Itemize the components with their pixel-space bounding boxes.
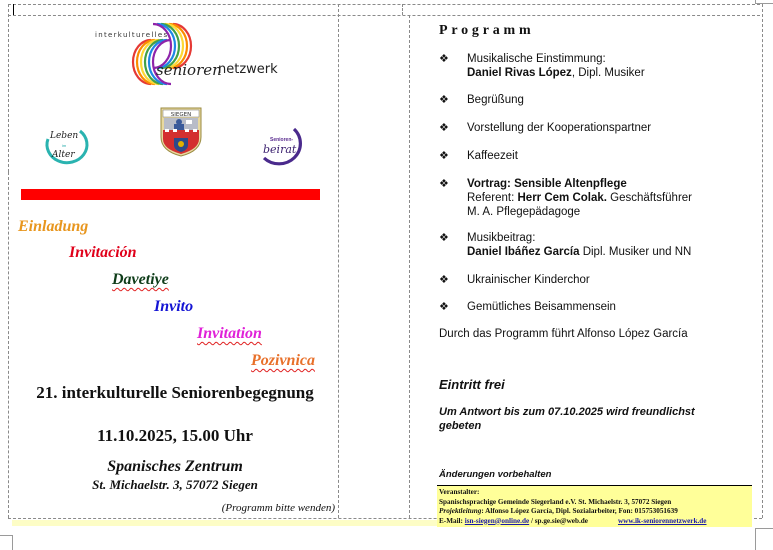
diamond-bullet-icon: ❖ (439, 178, 449, 190)
diamond-bullet-icon: ❖ (439, 232, 449, 244)
program-item-line (467, 149, 518, 163)
email-separator: / (529, 516, 535, 525)
program-item-line (467, 52, 645, 66)
program-item-text (467, 121, 651, 135)
program-item-text (467, 177, 692, 219)
invitation-word-italian: Invito (154, 298, 194, 315)
text-segment: , Dipl. Musiker (571, 67, 645, 79)
seniorenbeirat-logo (260, 126, 312, 170)
program-item-line (467, 177, 692, 191)
diamond-bullet-icon: ❖ (439, 53, 449, 65)
program-item-text (467, 300, 616, 314)
column-divider-left (338, 4, 339, 518)
turn-page-note: (Programm bitte wenden) (221, 502, 335, 514)
venue-address: St. Michaelstr. 3, 57072 Siegen (92, 477, 258, 492)
corner-mark-bottom-right-v (755, 528, 756, 550)
invitation-word-german: Einladung (18, 218, 89, 235)
corner-mark-bottom-left-v (12, 535, 13, 550)
text-segment: Musikbeitrag: (467, 232, 536, 244)
program-item-line (467, 205, 692, 219)
website-link[interactable]: www.ik-seniorennetzwerk.de (617, 516, 707, 525)
project-lead-details: : Alfonso López García, Dipl. Sozialarbeiter, Fon: 015753051639 (481, 507, 678, 515)
text-cursor (13, 4, 14, 15)
invitation-word-spanish: Invitación (69, 244, 137, 261)
program-item-text (467, 149, 518, 163)
admission-note: Eintritt frei (439, 377, 505, 392)
accent-bar (21, 189, 320, 200)
diamond-bullet-icon: ❖ (439, 94, 449, 106)
alter-text: Alter (52, 150, 75, 160)
moderator-line: Durch das Programm führt Alfonso López García (439, 328, 688, 340)
program-item-line (467, 121, 651, 135)
email-2: sp.ge.sie@web.de (534, 516, 588, 525)
program-item-text (467, 273, 590, 287)
text-segment: Musikalische Einstimmung: (467, 53, 606, 65)
program-item-text (467, 93, 524, 107)
invitation-word-croatian: Pozivnica (251, 352, 315, 369)
event-datetime: 11.10.2025, 15.00 Uhr (97, 426, 253, 445)
logo-netzwerk-text: netzwerk (218, 62, 278, 77)
leben-text: Leben (50, 131, 79, 141)
bold-segment: Daniel Ibáñez García (467, 246, 580, 258)
logo-senioren-text: senioren (156, 61, 222, 79)
diamond-bullet-icon: ❖ (439, 150, 449, 162)
text-segment: Dipl. Musiker und NN (579, 246, 692, 258)
diamond-bullet-icon: ❖ (439, 122, 449, 134)
corner-mark-bottom-right (755, 528, 773, 529)
event-title: 21. interkulturelle Seniorenbegegnung (36, 383, 314, 402)
text-segment: Gemütliches Beisammensein (467, 301, 616, 313)
diamond-bullet-icon: ❖ (439, 301, 449, 313)
header-boundary-bottom (8, 15, 760, 16)
svg-text:SIEGEN: SIEGEN (170, 112, 192, 118)
program-item-text (467, 52, 645, 80)
program-item-line (467, 191, 692, 205)
program-item-line (467, 245, 691, 259)
program-item-line (467, 273, 590, 287)
program-title: Programm (439, 23, 535, 38)
column-divider-header (402, 4, 403, 15)
organizer-details: Spanischsprachige Gemeinde Siegerland e.V. St. Michaelstr. 3, 57072 Siegen (439, 497, 672, 506)
venue-name: Spanisches Zentrum (107, 458, 243, 475)
left-margin-guide (8, 4, 9, 172)
text-segment: Vorstellung der Kooperationspartner (467, 122, 652, 134)
text-segment: Referent: (467, 192, 518, 204)
email-label: E-Mail: (439, 516, 465, 525)
project-lead-row (439, 507, 750, 517)
project-lead-label: Projektleitung (439, 507, 482, 515)
program-item-line (467, 231, 691, 245)
corner-mark-bottom-left (0, 535, 12, 536)
bold-segment: Herr Cem Colak. (517, 192, 607, 204)
program-item-line (467, 66, 645, 80)
right-margin-guide (762, 4, 763, 518)
logo-tagline: interkulturelles (95, 31, 169, 39)
text-segment: Geschäftsführer (606, 192, 692, 204)
organizer-label: Veranstalter: (439, 488, 480, 496)
text-segment: Begrüßung (467, 94, 524, 106)
header-boundary-top (8, 4, 760, 5)
program-item-line (467, 93, 524, 107)
text-segment: Kaffeezeit (467, 150, 518, 162)
text-segment: M. A. Pflegepädagoge (467, 206, 581, 218)
rsvp-note: Um Antwort bis zum 07.10.2025 wird freundlichst gebeten (439, 406, 695, 432)
im-text: im (62, 143, 67, 148)
program-item-text (467, 231, 691, 259)
left-margin-guide-lower (8, 172, 9, 518)
siegen-coat-of-arms-icon (159, 107, 203, 157)
corner-mark-top-right-v (755, 0, 756, 4)
changes-note: Änderungen vorbehalten (439, 469, 552, 480)
contact-row (439, 517, 750, 527)
bold-segment: Vortrag: Sensible Altenpflege (467, 178, 627, 190)
text-segment: Ukrainischer Kinderchor (467, 274, 590, 286)
bold-segment: Daniel Rivas López (467, 67, 572, 79)
beirat-text: beirat (263, 143, 297, 156)
invitation-word-turkish: Davetiye (112, 271, 169, 288)
program-item-line (467, 300, 616, 314)
column-divider-right (409, 15, 410, 518)
leben-im-alter-logo (40, 125, 92, 167)
senioren-text: Senioren- (270, 137, 294, 143)
diamond-bullet-icon: ❖ (439, 274, 449, 286)
invitation-word-english: Invitation (197, 325, 262, 342)
corner-mark-top-right (755, 3, 773, 4)
email-link-1[interactable]: isn-siegen@online.de (464, 516, 530, 525)
organizer-footer (437, 485, 752, 527)
